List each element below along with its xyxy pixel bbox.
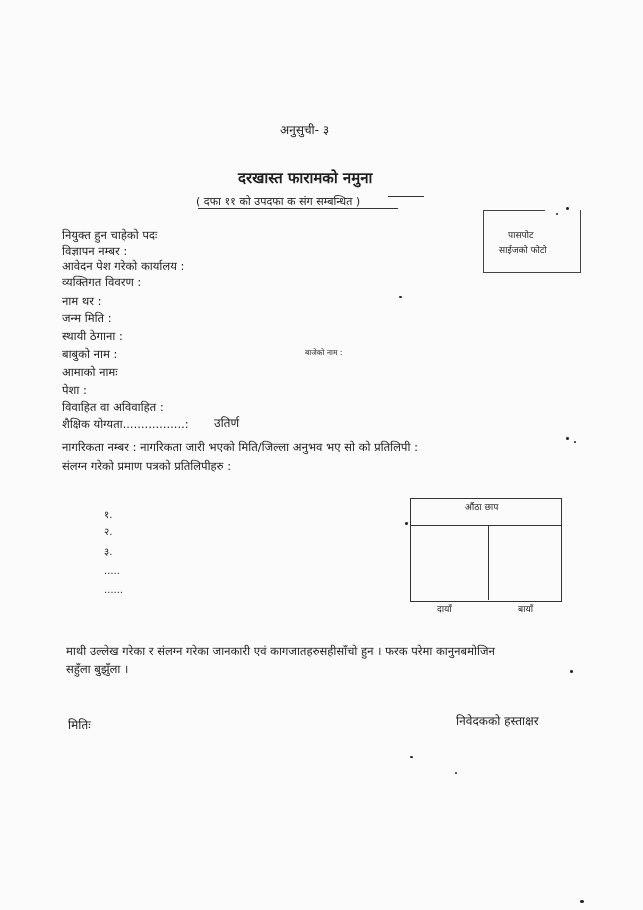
education-value: उतिर्ण (214, 416, 240, 430)
field-attached-certificates: संलग्न गरेको प्रमाण पत्रको प्रतिलिपीहरु : (62, 459, 232, 473)
photo-label-line2: साईजको फोटो (499, 246, 547, 256)
declaration-line-1: माथी उल्लेख गरेका र संलग्न गरेका जानकारी एवं कागजातहरुसहीसाँचो हुन । फरक परेमा कानुनबमोजिन (66, 644, 495, 658)
passport-photo-box (483, 210, 581, 273)
field-mother-name: आमाको नामः (62, 365, 118, 379)
subtitle-underline (198, 208, 398, 209)
field-grandfather-name: बाजेको नाम : (305, 348, 343, 357)
schedule-number: अनुसुची- ३ (280, 123, 330, 137)
scan-speck (566, 207, 569, 210)
thumbprint-right-label: दायाँ (437, 605, 452, 615)
field-father-name: बाबुको नाम : (62, 347, 118, 361)
photo-box-top-border (483, 210, 545, 211)
field-application-office: आवेदन पेश गरेको कार्यालय : (62, 259, 185, 273)
thumbprint-title: औंठा छाप (465, 503, 499, 513)
applicant-signature-label: निवेदकको हस्ताक्षर (456, 714, 539, 728)
scan-speck (570, 670, 573, 673)
form-title: दरखास्त फारामको नमुना (238, 169, 373, 187)
scan-speck (455, 772, 457, 774)
scan-speck (399, 296, 402, 298)
field-personal-details: व्यक्तिगत विवरण : (62, 275, 142, 289)
attachment-item-2: २. (104, 527, 113, 538)
field-desired-post: नियुक्त हुन चाहेको पदः (62, 228, 158, 242)
thumbprint-header-divider (410, 525, 561, 526)
scan-speck (410, 756, 413, 758)
attachment-item-4: ..... (104, 566, 120, 577)
scan-speck (566, 437, 569, 440)
field-date-of-birth: जन्म मिति : (62, 311, 112, 325)
thumbprint-box (410, 498, 562, 602)
field-advertisement-number: विज्ञापन नम्बर : (62, 244, 128, 258)
form-subtitle: ( दफा ११ को उपदफा क संग सम्बन्धित ) (196, 195, 361, 208)
thumbprint-left-label: बायाँ (518, 605, 534, 615)
field-occupation: पेशा : (62, 383, 87, 397)
declaration-line-2: सहुँला बुझुँला । (66, 662, 129, 676)
scan-speck (405, 522, 408, 525)
field-permanent-address: स्थायी ठेगाना : (62, 329, 123, 343)
date-label: मितिः (68, 718, 91, 732)
scan-speck (580, 900, 584, 903)
subtitle-overline (388, 196, 424, 197)
photo-label-line1: पासपोट (508, 231, 534, 241)
field-citizenship: नागरिकता नम्बर : नागरिकता जारी भएको मिति/जिल्ला अनुभव भए सो को प्रतिलिपी : (62, 440, 418, 454)
thumbprint-column-divider (488, 525, 489, 600)
attachment-item-5: ...... (104, 585, 124, 596)
scan-speck (556, 213, 558, 215)
field-full-name: नाम थर : (62, 294, 102, 308)
scan-speck (574, 441, 576, 443)
attachment-item-3: ३. (104, 547, 113, 558)
field-marital-status: विवाहित वा अविवाहित : (62, 400, 164, 414)
field-education: शैक्षिक योग्यता.................: (62, 417, 189, 431)
attachment-item-1: १. (104, 510, 113, 521)
